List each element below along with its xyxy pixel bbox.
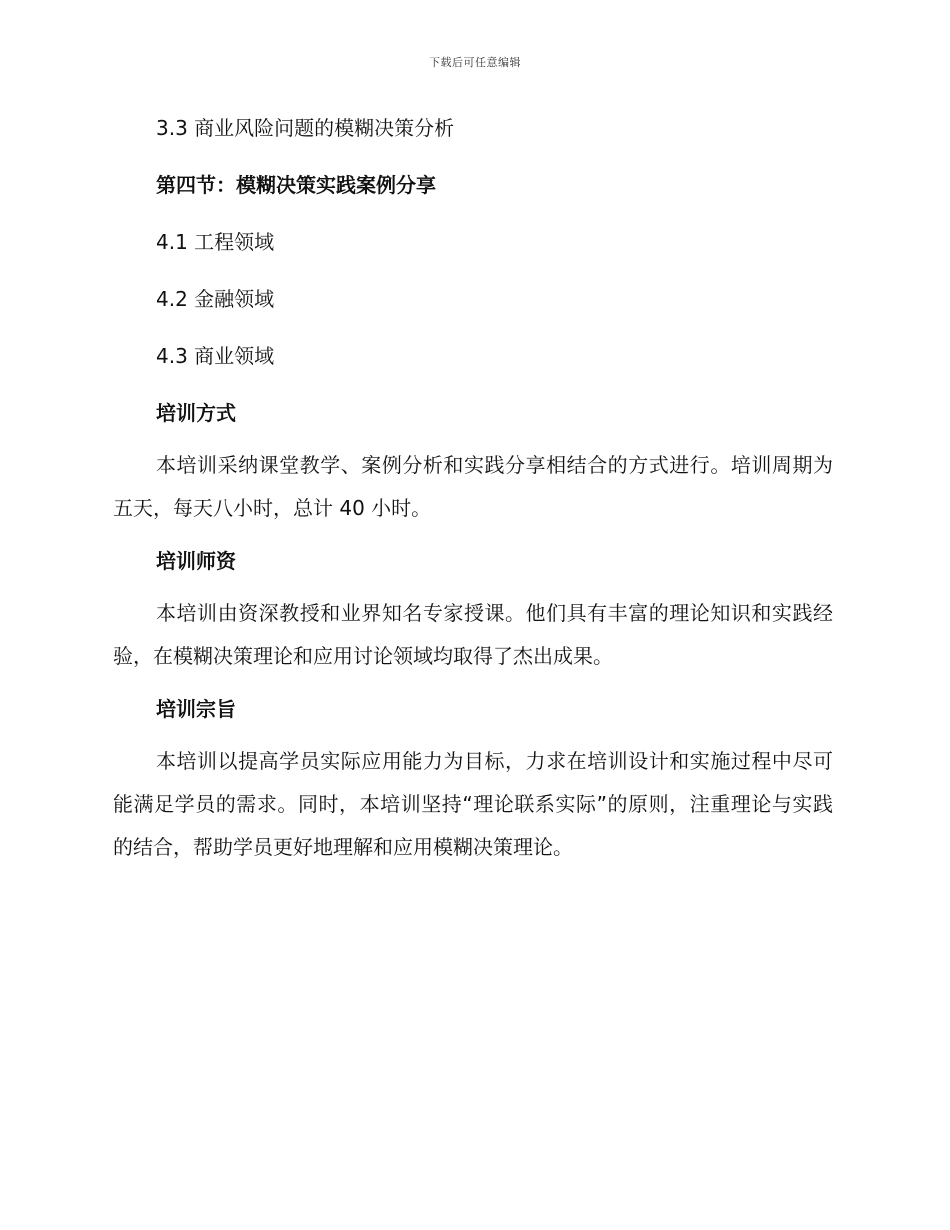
training-method-heading: 培训方式 bbox=[156, 401, 236, 425]
subsection-4-3: 4.3 商业领域 bbox=[156, 344, 275, 368]
training-purpose-heading: 培训宗旨 bbox=[156, 697, 236, 721]
header-note: 下载后可任意编辑 bbox=[429, 56, 521, 69]
subsection-4-2: 4.2 金融领域 bbox=[156, 287, 275, 311]
training-method-body: 本培训采纳课堂教学、案例分析和实践分享相结合的方式进行。培训周期为五天，每天八小时，总计 40 小时。 bbox=[113, 453, 833, 520]
subsection-4-1: 4.1 工程领域 bbox=[156, 230, 275, 254]
section-4-heading: 第四节：模糊决策实践案例分享 bbox=[156, 173, 436, 197]
subsection-3-3: 3.3 商业风险问题的模糊决策分析 bbox=[156, 116, 455, 140]
training-faculty-body: 本培训由资深教授和业界知名专家授课。他们具有丰富的理论知识和实践经验，在模糊决策理论和应用讨论领域均取得了杰出成果。 bbox=[113, 601, 833, 668]
training-faculty-heading: 培训师资 bbox=[156, 549, 236, 573]
training-purpose-body: 本培训以提高学员实际应用能力为目标，力求在培训设计和实施过程中尽可能满足学员的需求。同时，本培训坚持“理论联系实际”的原则，注重理论与实践的结合，帮助学员更好地理解和应用模糊决策理论。 bbox=[113, 749, 833, 859]
document-content bbox=[113, 112, 833, 869]
